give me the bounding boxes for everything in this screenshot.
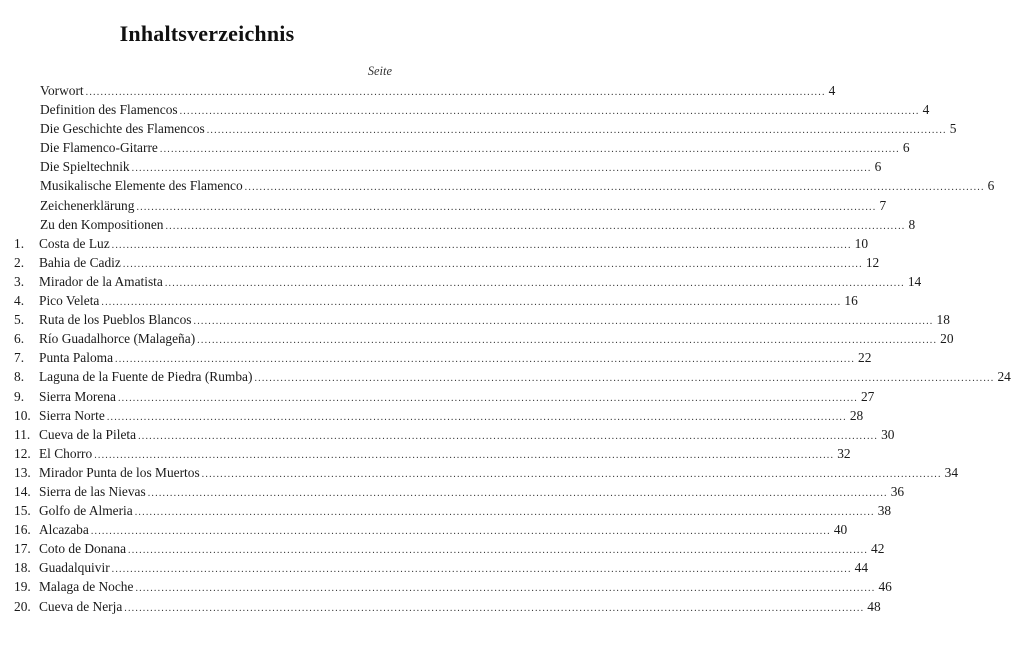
toc-leader-dots: ........................................................................................................................................................................................................	[147, 487, 888, 499]
toc-leader-dots: ........................................................................................................................................................................................................	[206, 125, 947, 137]
toc-entry-line	[40, 196, 887, 217]
toc-entry[interactable]	[0, 138, 910, 157]
toc-entry[interactable]	[0, 387, 875, 406]
toc-entry[interactable]	[0, 310, 950, 329]
toc-entry[interactable]	[0, 539, 885, 558]
toc-entry-page-number: 27	[860, 388, 875, 404]
toc-entry-line	[40, 119, 957, 140]
toc-entry[interactable]	[0, 100, 930, 119]
toc-entry-title: Laguna de la Fuente de Piedra (Rumba)	[39, 369, 253, 385]
toc-entry[interactable]	[0, 597, 881, 616]
toc-leader-dots: ........................................................................................................................................................................................................	[122, 258, 863, 270]
toc-leader-dots: ........................................................................................................................................................................................................	[254, 373, 995, 385]
toc-entry-number: 9.	[14, 388, 25, 404]
toc-entry-line	[40, 215, 916, 236]
toc-entry-page-number: 16	[844, 293, 858, 309]
toc-entry-number: 16.	[14, 522, 31, 538]
toc-entry-line	[39, 558, 869, 579]
toc-entry-page-number: 7	[879, 197, 887, 213]
toc-entry-page-number: 20	[940, 331, 954, 347]
page-column-label: Seite	[367, 64, 392, 78]
toc-entry-number: 15.	[14, 503, 31, 519]
toc-entry-page-number: 10	[854, 235, 869, 251]
toc-entry-line	[39, 291, 858, 312]
toc-entry-line	[39, 272, 922, 293]
toc-leader-dots: ........................................................................................................................................................................................................	[90, 526, 831, 538]
toc-entry-line	[40, 100, 930, 121]
page-title: Inhaltsverzeichnis	[119, 21, 295, 46]
toc-leader-dots: ........................................................................................................................................................................................................	[128, 545, 869, 557]
toc-leader-dots: ........................................................................................................................................................................................................	[94, 449, 835, 461]
toc-entry-number: 8.	[14, 369, 25, 385]
toc-entry-line	[39, 310, 950, 331]
toc-entry-page-number: 22	[858, 350, 872, 366]
toc-entry-number: 3.	[14, 273, 25, 289]
toc-entry[interactable]	[0, 253, 880, 272]
toc-leader-dots: ........................................................................................................................................................................................................	[134, 507, 875, 519]
toc-entry[interactable]	[0, 558, 869, 577]
toc-entry-page-number: 32	[837, 445, 851, 461]
toc-entry[interactable]	[0, 425, 895, 444]
toc-entry-page-number: 48	[867, 598, 881, 614]
toc-entry-page-number: 8	[908, 216, 916, 232]
toc-entry-line	[39, 387, 875, 408]
toc-entry-line	[39, 367, 1011, 388]
toc-leader-dots: ........................................................................................................................................................................................................	[117, 392, 858, 404]
toc-entry-line	[39, 444, 851, 465]
toc-entry-number: 20.	[14, 598, 31, 614]
toc-leader-dots: ........................................................................................................................................................................................................	[193, 316, 934, 328]
toc-entry-page-number: 5	[949, 121, 957, 137]
toc-entry[interactable]	[0, 157, 882, 176]
toc-entry-number: 19.	[14, 579, 31, 595]
toc-entry-page-number: 24	[997, 369, 1011, 385]
toc-entry-number: 18.	[14, 560, 31, 576]
toc-entry-number: 1.	[14, 235, 25, 251]
toc-entry[interactable]	[0, 119, 957, 138]
toc-entry-page-number: 34	[944, 464, 959, 480]
toc-leader-dots: ........................................................................................................................................................................................................	[124, 602, 865, 614]
table-of-contents	[0, 81, 1011, 616]
toc-entry-page-number: 6	[987, 178, 995, 194]
toc-entry[interactable]	[0, 234, 869, 253]
toc-entry-title: Punta Paloma	[39, 350, 114, 366]
toc-leader-dots: ........................................................................................................................................................................................................	[138, 430, 879, 442]
toc-leader-dots: ........................................................................................................................................................................................................	[115, 354, 856, 366]
toc-entry-number: 14.	[14, 483, 31, 499]
toc-entry[interactable]	[0, 329, 954, 348]
toc-entry[interactable]	[0, 176, 995, 195]
toc-entry-page-number: 4	[922, 102, 930, 118]
toc-entry-title: Sierra de las Nievas	[39, 483, 146, 499]
toc-leader-dots: ........................................................................................................................................................................................................	[201, 468, 942, 480]
toc-entry-line	[40, 157, 882, 178]
toc-entry-title: Mirador de la Amatista	[39, 273, 163, 289]
toc-entry-title: Zeichenerklärung	[40, 197, 135, 213]
toc-entry-title: Ruta de los Pueblos Blancos	[39, 312, 192, 328]
toc-entry-page-number: 42	[871, 541, 885, 557]
toc-entry-title: Definition des Flamencos	[40, 102, 178, 118]
toc-entry-line	[39, 520, 848, 541]
toc-entry-line	[39, 539, 885, 560]
toc-entry[interactable]	[0, 444, 851, 463]
toc-leader-dots: ........................................................................................................................................................................................................	[159, 144, 900, 156]
toc-entry[interactable]	[0, 81, 836, 100]
toc-leader-dots: ........................................................................................................................................................................................................	[111, 239, 852, 251]
toc-entry[interactable]	[0, 482, 905, 501]
toc-entry-number: 6.	[14, 331, 25, 347]
toc-entry-line	[40, 81, 836, 102]
toc-entry[interactable]	[0, 272, 922, 291]
toc-leader-dots: ........................................................................................................................................................................................................	[164, 277, 905, 289]
toc-entry[interactable]	[0, 520, 848, 539]
toc-entry-page-number: 46	[878, 579, 892, 595]
toc-entry-title: Coto de Donana	[39, 541, 127, 557]
toc-entry-line	[39, 597, 881, 618]
toc-entry-page-number: 6	[902, 140, 910, 156]
toc-entry-page-number: 36	[890, 483, 905, 499]
toc-leader-dots: ........................................................................................................................................................................................................	[244, 182, 985, 194]
toc-entry-number: 17.	[14, 541, 31, 557]
toc-entry-title: Cueva de Nerja	[39, 598, 123, 614]
toc-entry-page-number: 28	[849, 407, 864, 423]
toc-entry-page-number: 30	[881, 426, 895, 442]
toc-entry-title: Golfo de Almeria	[39, 503, 133, 519]
toc-entry-line	[39, 463, 959, 484]
toc-entry-title: El Chorro	[39, 445, 93, 461]
toc-entry[interactable]	[0, 291, 858, 310]
toc-entry-line	[39, 577, 892, 598]
toc-entry-page-number: 44	[854, 560, 869, 576]
toc-entry[interactable]	[0, 215, 916, 234]
toc-entry-line	[39, 329, 954, 350]
toc-entry-title: Sierra Morena	[39, 388, 116, 404]
toc-leader-dots: ........................................................................................................................................................................................................	[197, 335, 938, 347]
toc-entry-number: 5.	[14, 312, 25, 328]
toc-entry-title: Die Geschichte des Flamencos	[40, 121, 205, 137]
toc-entry-title: Musikalische Elemente des Flamenco	[40, 178, 243, 194]
toc-entry[interactable]	[0, 196, 887, 215]
toc-entry-line	[39, 425, 895, 446]
toc-entry-page-number: 12	[865, 254, 880, 270]
toc-entry-number: 12.	[14, 445, 31, 461]
toc-entry-title: Guadalquivir	[39, 560, 110, 576]
toc-leader-dots: ........................................................................................................................................................................................................	[131, 163, 872, 175]
toc-entry-title: Vorwort	[40, 83, 84, 98]
toc-entry-number: 13.	[14, 464, 31, 480]
toc-entry-number: 7.	[14, 350, 25, 366]
toc-leader-dots: ........................................................................................................................................................................................................	[111, 564, 852, 576]
toc-entry-title: Zu den Kompositionen	[40, 216, 164, 232]
toc-entry-title: Alcazaba	[39, 522, 89, 538]
toc-entry-line	[40, 138, 910, 159]
toc-entry-page-number: 14	[907, 273, 922, 289]
toc-entry-title: Malaga de Noche	[39, 579, 134, 595]
toc-entry-title: Cueva de la Pileta	[39, 426, 137, 442]
toc-leader-dots: ........................................................................................................................................................................................................	[179, 106, 920, 118]
toc-entry-page-number: 38	[877, 503, 892, 519]
toc-entry-line	[39, 501, 892, 522]
toc-entry[interactable]	[0, 577, 892, 596]
toc-entry-page-number: 18	[936, 312, 950, 328]
toc-leader-dots: ........................................................................................................................................................................................................	[106, 411, 847, 423]
toc-entry[interactable]	[0, 463, 959, 482]
toc-leader-dots: ........................................................................................................................................................................................................	[165, 220, 906, 232]
toc-leader-dots: ........................................................................................................................................................................................................	[85, 87, 826, 98]
toc-entry-title: Die Spieltechnik	[40, 159, 130, 175]
toc-entry-title: Die Flamenco-Gitarre	[40, 140, 158, 156]
toc-entry-title: Costa de Luz	[39, 235, 110, 251]
toc-entry-title: Bahia de Cadiz	[39, 254, 121, 270]
toc-entry-page-number: 40	[833, 522, 848, 538]
toc-entry[interactable]	[0, 367, 1011, 386]
toc-entry-page-number: 6	[874, 159, 882, 175]
toc-entry-title: Pico Veleta	[39, 293, 100, 309]
toc-entry-line	[39, 234, 869, 255]
toc-entry[interactable]	[0, 348, 872, 367]
toc-leader-dots: ........................................................................................................................................................................................................	[101, 297, 842, 309]
toc-entry[interactable]	[0, 406, 864, 425]
toc-leader-dots: ........................................................................................................................................................................................................	[135, 583, 876, 595]
toc-entry-number: 10.	[14, 407, 31, 423]
toc-entry-title: Río Guadalhorce (Malageña)	[39, 331, 196, 347]
toc-entry-line	[39, 348, 872, 369]
toc-entry-number: 11.	[14, 426, 31, 442]
toc-entry-page-number: 4	[828, 83, 836, 98]
toc-entry-line	[40, 176, 995, 197]
toc-entry-line	[39, 253, 880, 274]
toc-entry-number: 4.	[14, 293, 25, 309]
toc-entry-line	[39, 482, 905, 503]
toc-entry[interactable]	[0, 501, 892, 520]
toc-entry-title: Sierra Norte	[39, 407, 105, 423]
toc-entry-number: 2.	[14, 254, 25, 270]
toc-leader-dots: ........................................................................................................................................................................................................	[136, 201, 877, 213]
toc-entry-title: Mirador Punta de los Muertos	[39, 464, 200, 480]
toc-entry-line	[39, 406, 864, 427]
